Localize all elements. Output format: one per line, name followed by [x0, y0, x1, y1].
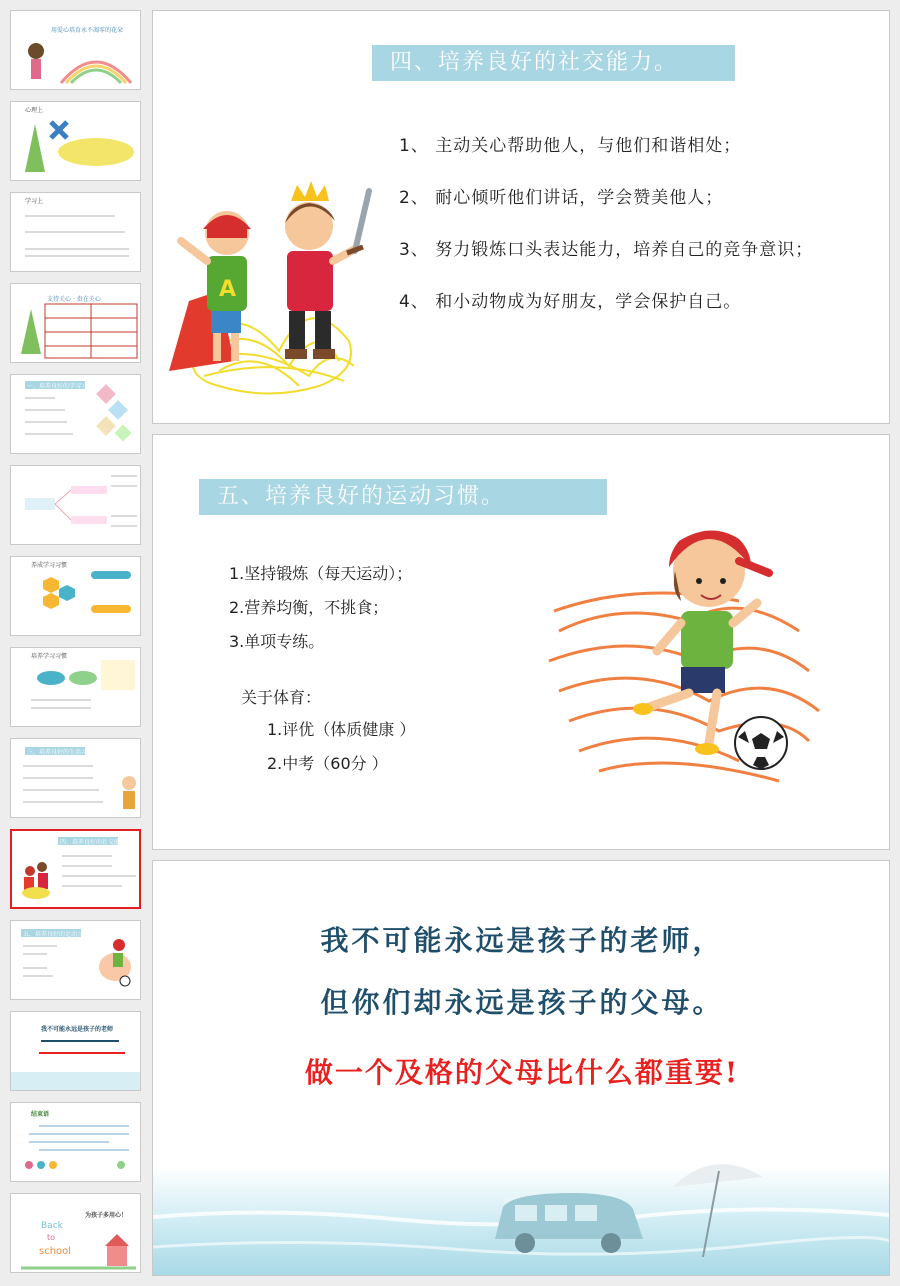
thumbnail-slide-13[interactable]: 结束语	[10, 1102, 141, 1182]
slide-closing-quote	[152, 860, 890, 1276]
tree-icon	[11, 102, 141, 181]
quote-highlight: 做一个及格的父母比什么都重要!	[304, 1056, 740, 1089]
svg-text:to: to	[47, 1233, 56, 1242]
thumbnail-slide-3[interactable]: 学习上	[10, 192, 141, 272]
thumbnail-slide-10-active[interactable]: 四、培养良好的社交能力	[10, 829, 141, 909]
list-item: 2、 耐心倾听他们讲话，学会赞美他人；	[399, 188, 724, 208]
superhero-kids-icon	[12, 831, 141, 909]
slide-thumbnail-panel	[0, 0, 150, 1286]
sub-list-item: 2.中考（60分 ）	[267, 754, 388, 773]
ellipse-badges-icon	[11, 648, 141, 727]
svg-text:A: A	[219, 277, 237, 302]
superhero-kids-illustration	[159, 171, 379, 401]
list-item: 3.单项专练。	[229, 632, 325, 651]
thumbnail-slide-12[interactable]: 我不可能永远是孩子的老师	[10, 1011, 141, 1091]
slide-social-skills	[152, 10, 890, 424]
thumbnail-slide-6[interactable]	[10, 465, 141, 545]
quote-line: 我不可能永远是孩子的老师，	[320, 924, 724, 957]
boy-icon	[11, 739, 141, 818]
slide-heading: 四、培养良好的社交能力。	[372, 45, 735, 81]
soccer-boy-illustration	[539, 511, 839, 811]
thumbnail-slide-11[interactable]: 五、培养良好的运动习惯	[10, 920, 141, 1000]
back-to-school-icon	[11, 1194, 141, 1273]
svg-text:Back: Back	[41, 1221, 63, 1231]
beach-scene-illustration	[153, 1147, 890, 1276]
list-item: 1.坚持锻炼（每天运动）；	[229, 564, 413, 583]
quote-line: 但你们却永远是孩子的父母。	[320, 986, 724, 1019]
thumbnail-slide-14[interactable]: 为孩子多用心！ Back to school	[10, 1193, 141, 1273]
thumbnail-slide-7[interactable]: 养成学习习惯	[10, 556, 141, 636]
list-item: 4、 和小动物成为好朋友，学会保护自己。	[399, 292, 742, 312]
svg-text:school: school	[39, 1246, 72, 1257]
list-item: 2.营养均衡，不挑食；	[229, 598, 389, 617]
thumbnail-slide-4[interactable]: 支持关心 · 贵在关心	[10, 283, 141, 363]
thumbnail-slide-9[interactable]: 三、培养良好的生活习惯	[10, 738, 141, 818]
list-item: 1、 主动关心帮助他人，与他们和谐相处；	[399, 136, 742, 156]
hexagon-icon	[11, 557, 141, 636]
slide-exercise-habits	[152, 434, 890, 850]
rainbow-icon	[11, 11, 141, 90]
slide-heading: 五、培养良好的运动习惯。	[199, 479, 607, 515]
colorful-diamonds-icon	[11, 375, 141, 454]
thumbnail-slide-1[interactable]: 用爱心培育永不凋零的花朵	[10, 10, 141, 90]
kids-row-icon	[11, 1103, 141, 1182]
thumbnail-slide-5[interactable]: 一、培养良好的学习习惯	[10, 374, 141, 454]
thumbnail-slide-2[interactable]: 心理上	[10, 101, 141, 181]
soccer-boy-icon	[11, 921, 141, 1000]
thumbnail-slide-8[interactable]: 培养学习习惯	[10, 647, 141, 727]
sub-heading: 关于体育：	[241, 688, 322, 707]
sub-list-item: 1.评优（体质健康 ）	[267, 720, 416, 739]
mind-map-icon	[11, 466, 141, 545]
list-item: 3、 努力锻炼口头表达能力，培养自己的竞争意识；	[399, 240, 814, 260]
table-icon	[11, 284, 141, 363]
